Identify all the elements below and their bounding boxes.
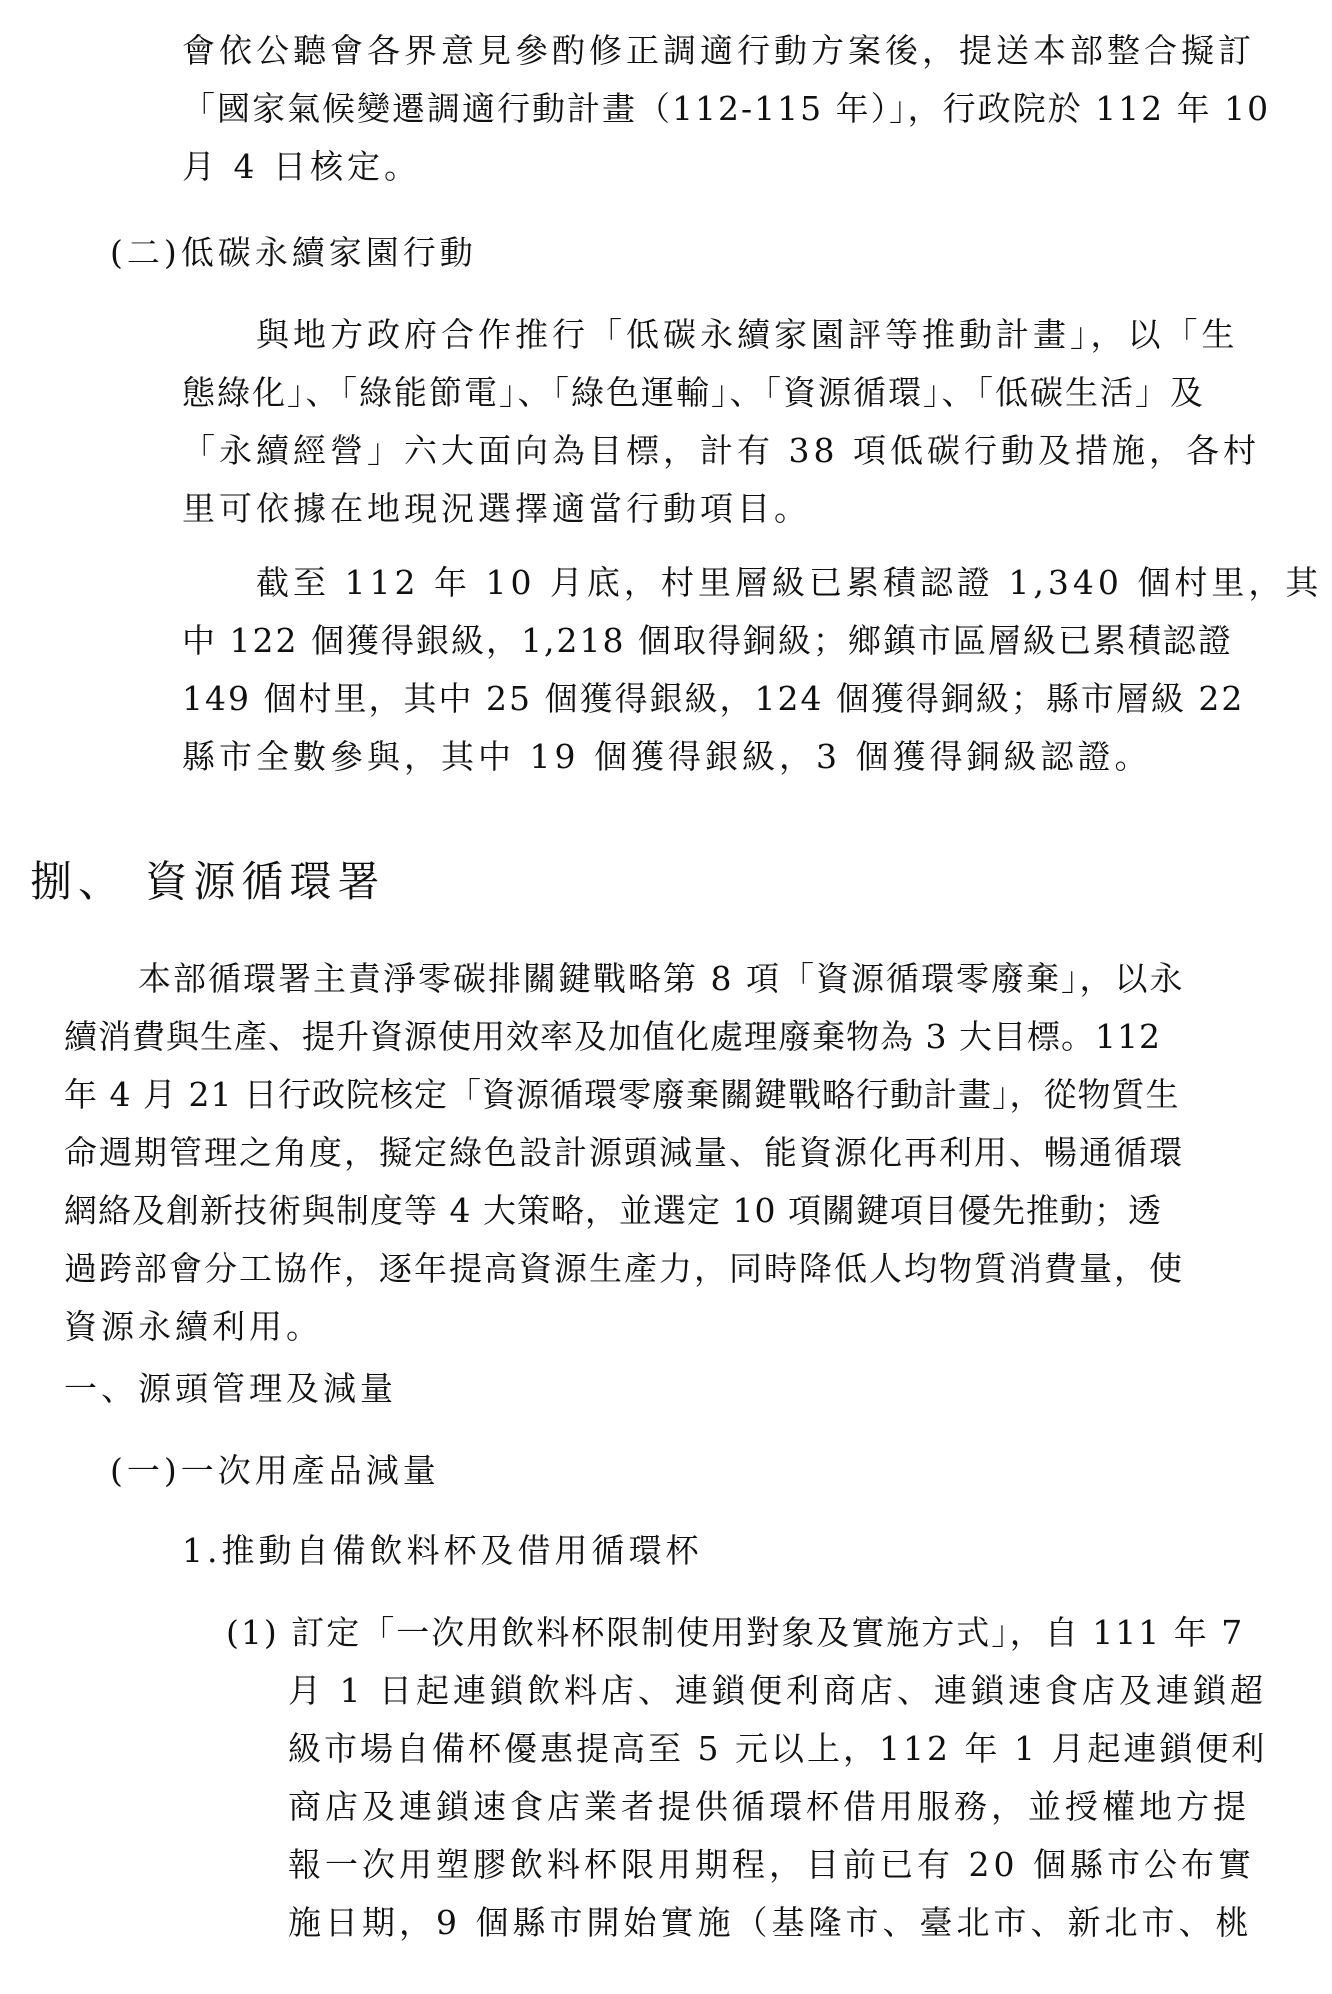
text-line: 命週期管理之角度，擬定綠色設計源頭減量、能資源化再利用、暢通循環 [64,1133,1184,1172]
paragraph-cup-regulation [226,1604,1296,1952]
paragraph-low-carbon-program [182,306,1292,538]
text-line: 年 4 月 21 日行政院核定「資源循環零廢棄關鍵戰略行動計畫」，從物質生 [64,1075,1180,1114]
text-line: 縣市全數參與，其中 19 個獲得銀級，3 個獲得銅級認證。 [182,737,1152,776]
paragraph-certification-stats [182,554,1323,786]
section-title-low-carbon: (二)低碳永續家園行動 [110,233,477,272]
text-line: 月 1 日起連鎖飲料店、連鎖便利商店、連鎖速食店及連鎖超 [288,1671,1267,1710]
text-line: 「永續經營」六大面向為目標，計有 38 項低碳行動及措施，各村 [182,431,1260,470]
text-line: 「國家氣候變遷調適行動計畫（112-115 年）」，行政院於 112 年 10 [182,89,1271,128]
text-line: 網絡及創新技術與制度等 4 大策略，並選定 10 項關鍵項目優先推動；透 [64,1191,1162,1230]
item-title-reusable-cups: 1.推動自備飲料杯及借用循環杯 [182,1531,703,1570]
text-line: 級市場自備杯優惠提高至 5 元以上，112 年 1 月起連鎖便利 [288,1729,1268,1768]
text-line: 續消費與生產、提升資源使用效率及加值化處理廢棄物為 3 大目標。112 [64,1017,1161,1056]
text-line: (1) 訂定「一次用飲料杯限制使用對象及實施方式」，自 111 年 7 [226,1613,1245,1652]
text-line: 149 個村里，其中 25 個獲得銀級，124 個獲得銅級；縣市層級 22 [182,679,1245,718]
text-line: 態綠化」、「綠能節電」、「綠色運輸」、「資源循環」、「低碳生活」及 [182,373,1205,412]
subsection-title-single-use: (一)一次用產品減量 [110,1451,440,1490]
text-line: 資源永續利用。 [64,1307,323,1346]
text-line: 與地方政府合作推行「低碳永續家園評等推動計畫」，以「生 [256,315,1239,354]
text-line: 過跨部會分工協作，逐年提高資源生產力，同時降低人均物質消費量，使 [64,1249,1184,1288]
text-line: 截至 112 年 10 月底，村里層級已累積認證 1,340 個村里，其 [256,563,1323,602]
text-line: 會依公聽會各界意見參酌修正調適行動方案後，提送本部整合擬訂 [182,31,1255,70]
section-title-source-management: 一、源頭管理及減量 [64,1369,397,1408]
text-line: 報一次用塑膠飲料杯限用期程，目前已有 20 個縣市公布實 [288,1845,1255,1884]
text-line: 月 4 日核定。 [182,147,421,186]
text-line: 施日期，9 個縣市開始實施（基隆市、臺北市、新北市、桃 [288,1903,1253,1942]
chapter-title: 捌、 資源循環署 [30,857,386,906]
text-line: 本部循環署主責淨零碳排關鍵戰略第 8 項「資源循環零廢棄」，以永 [138,959,1185,998]
text-line: 商店及連鎖速食店業者提供循環杯借用服務，並授權地方提 [288,1787,1250,1826]
paragraph-resource-circulation [64,950,1304,1356]
paragraph-adaptation-plan [182,22,1292,196]
text-line: 中 122 個獲得銀級，1,218 個取得銅級；鄉鎮市區層級已累積認證 [182,621,1233,660]
text-line: 里可依據在地現況選擇適當行動項目。 [182,489,811,528]
